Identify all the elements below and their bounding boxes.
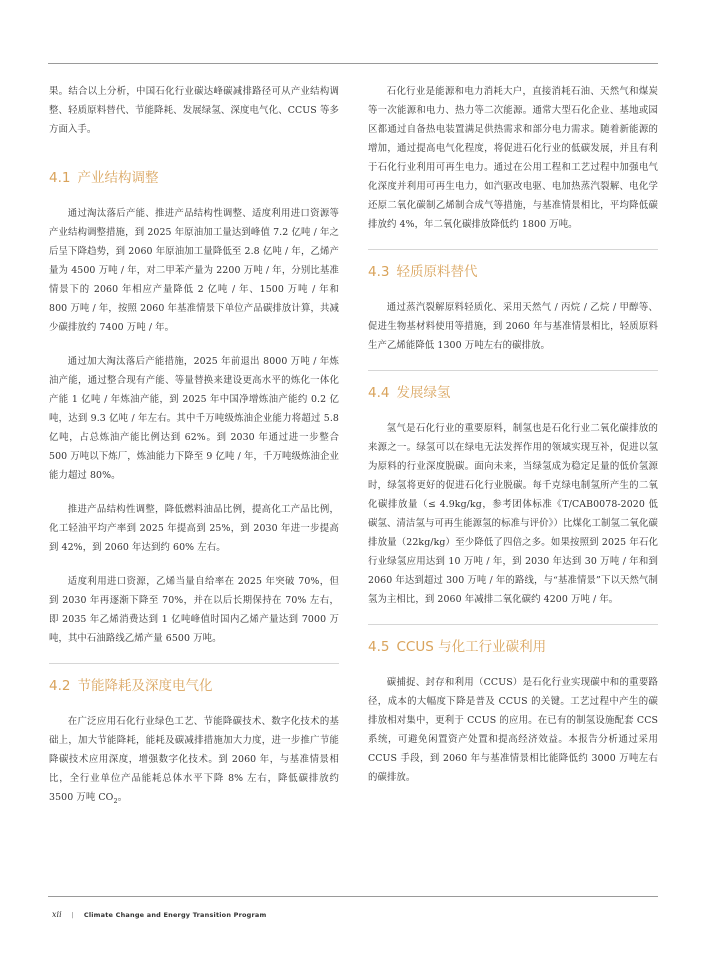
page-number: xii [52,910,62,919]
section-heading-4-2 [49,676,339,696]
section-divider [368,370,658,371]
section-divider [49,663,339,664]
section-number: 4.5 [368,639,390,655]
section-title: CCUS 与化工行业碳利用 [396,639,547,655]
co2-subscript: 2 [113,796,118,805]
section-title: 产业结构调整 [77,170,159,186]
intro-paragraph: 石化行业是能源和电力消耗大户，直接消耗石油、天然气和煤炭等一次能源和电力、热力等二次能源。通常大型石化企业、基地或园区都通过自备热电装置满足供热需求和部分电力需求。随着新能源的增加，通过提高电气化程度，将促进石化行业的低碳发展，并且有利于石化行业利用可再生电力。通过在公用工程和工艺过程中加强电气化深度并利用可再生电力，如汽驱改电驱、电加热蒸汽裂解、电化学还原二氧化碳制乙烯制合成气等措施，与基准情景相比，平均降低碳排放约 4%，年二氧化碳排放降低约 1800 万吨。 [368,86,658,230]
paragraph: 通过蒸汽裂解原料轻质化、采用天然气 / 丙烷 / 乙烷 / 甲醇等、促进生物基材料使用等措施，到 2060 年与基准情景相比，轻质原料生产乙烯能降低 1300 万吨左右的碳排放。 [368,302,658,351]
paragraph-end: 。 [117,792,128,803]
section-title: 轻质原料替代 [396,264,478,280]
page-footer [52,910,267,919]
paragraph [49,712,339,811]
program-name: Climate Change and Energy Transition Program [83,910,267,919]
section-divider [368,624,658,625]
section-number: 4.3 [368,264,390,280]
section-number: 4.2 [49,678,71,694]
paragraph: 推进产品结构性调整，降低燃料油品比例，提高化工产品比例，化工轻油平均产率到 2025 年提高到 25%，到 2030 年进一步提高到 42%，到 2060 年达到约 60% 左右。 [49,504,339,553]
intro-paragraph: 果。结合以上分析，中国石化行业碳达峰碳减排路径可从产业结构调整、轻质原料替代、节能降耗、发展绿氢、深度电气化、CCUS 等多方面入手。 [49,86,339,135]
paragraph: 通过淘汰落后产能、推进产品结构性调整、适度利用进口资源等产业结构调整措施，到 2025 年原油加工量达到峰值 7.2 亿吨 / 年之后呈下降趋势，到 2060 年原油加工量降低至 2.8 亿吨 / 年，乙烯产量为 4500 万吨 / 年，对二甲苯产量为 2200 万吨 / 年，分别比基准情景下的 2060 年相应产量降低 2 亿吨 / 年、1500 万吨 / 年和 800 万吨 / 年，按照 2060 年基准情景下单位产品碳排放计算，共减少碳排放约 7400 万吨 / 年。 [49,208,339,333]
section-heading-4-4 [368,383,658,403]
footer-rule [48,896,658,897]
section-title: 发展绿氢 [396,385,451,401]
section-heading-4-3 [368,262,658,282]
section-heading-4-1 [49,168,339,188]
paragraph: 氢气是石化行业的重要原料，制氢也是石化行业二氧化碳排放的来源之一。绿氢可以在绿电无法发挥作用的领域实现互补，促进以氢为原料的行业深度脱碳。面向未来，当绿氢成为稳定足量的低价氢源时，绿氢将更好的促进石化行业脱碳。每千克绿电制氢所产生的二氧化碳排放量（≤ 4.9kg/kg，参考团体标准《T/CAB0078-2020 低碳氢、清洁氢与可再生能源氢的标准与评价》）比煤化工制氢二氧化碳排放量（22kg/kg）至少降低了四倍之多。如果按照到 2025 年石化行业绿氢应用达到 10 万吨 / 年，到 2030 年达到 30 万吨 / 年和到 2060 年达到超过 300 万吨 / 年的路线，与“基准情景”下以天然气制氢为主相比，到 2060 年减排二氧化碳约 4200 万吨 / 年。 [368,423,658,605]
section-title: 节能降耗及深度电气化 [77,678,213,694]
section-divider [368,249,658,250]
section-heading-4-5 [368,637,658,657]
paragraph: 适度利用进口资源，乙烯当量自给率在 2025 年突破 70%，但到 2030 年再逐渐下降至 70%，并在以后长期保持在 70% 左右，即 2035 年乙烯消费达到 1 亿吨峰值时国内乙烯产量达到 7000 万吨，其中石油路线乙烯产量 6500 万吨。 [49,576,339,644]
paragraph: 碳捕捉、封存和利用（CCUS）是石化行业实现碳中和的重要路径，成本的大幅度下降是普及 CCUS 的关键。工艺过程中产生的碳排放相对集中，更利于 CCUS 的应用。在已有的制氢设施配套 CCS 系统，可避免闲置资产处置和提高经济效益。本报告分析通过采用 CCUS 手段，到 2060 年与基准情景相比能降低约 3000 万吨左右的碳排放。 [368,677,658,783]
right-column [368,82,658,802]
paragraph-text: 在广泛应用石化行业绿色工艺、节能降碳技术、数字化技术的基础上，加大节能降耗，能耗及碳减排措施加大力度，进一步推广节能降碳技术应用深度，增强数字化技术。到 2060 年，与基准情景相比，全行业单位产品能耗总体水平下降 8% 左右，降低碳排放约 3500 万吨 CO [49,716,339,803]
paragraph: 通过加大淘汰落后产能措施，2025 年前退出 8000 万吨 / 年炼油产能，通过整合现有产能、等量替换来建设更高水平的炼化一体化产能 1 亿吨 / 年炼油产能，到 2025 年中国净增炼油产能约 0.2 亿吨，达到 9.3 亿吨 / 年左右。其中千万吨级炼油企业能力将超过 5.8 亿吨，占总炼油产能比例达到 62%。到 2030 年通过进一步整合 500 万吨以下炼厂，炼油能力下降至 9 亿吨 / 年，千万吨级炼油企业能力超过 80%。 [49,356,339,481]
left-column [49,82,339,826]
header-rule [48,63,658,64]
section-number: 4.1 [49,170,71,186]
section-number: 4.4 [368,385,390,401]
footer-separator: | [71,910,74,919]
